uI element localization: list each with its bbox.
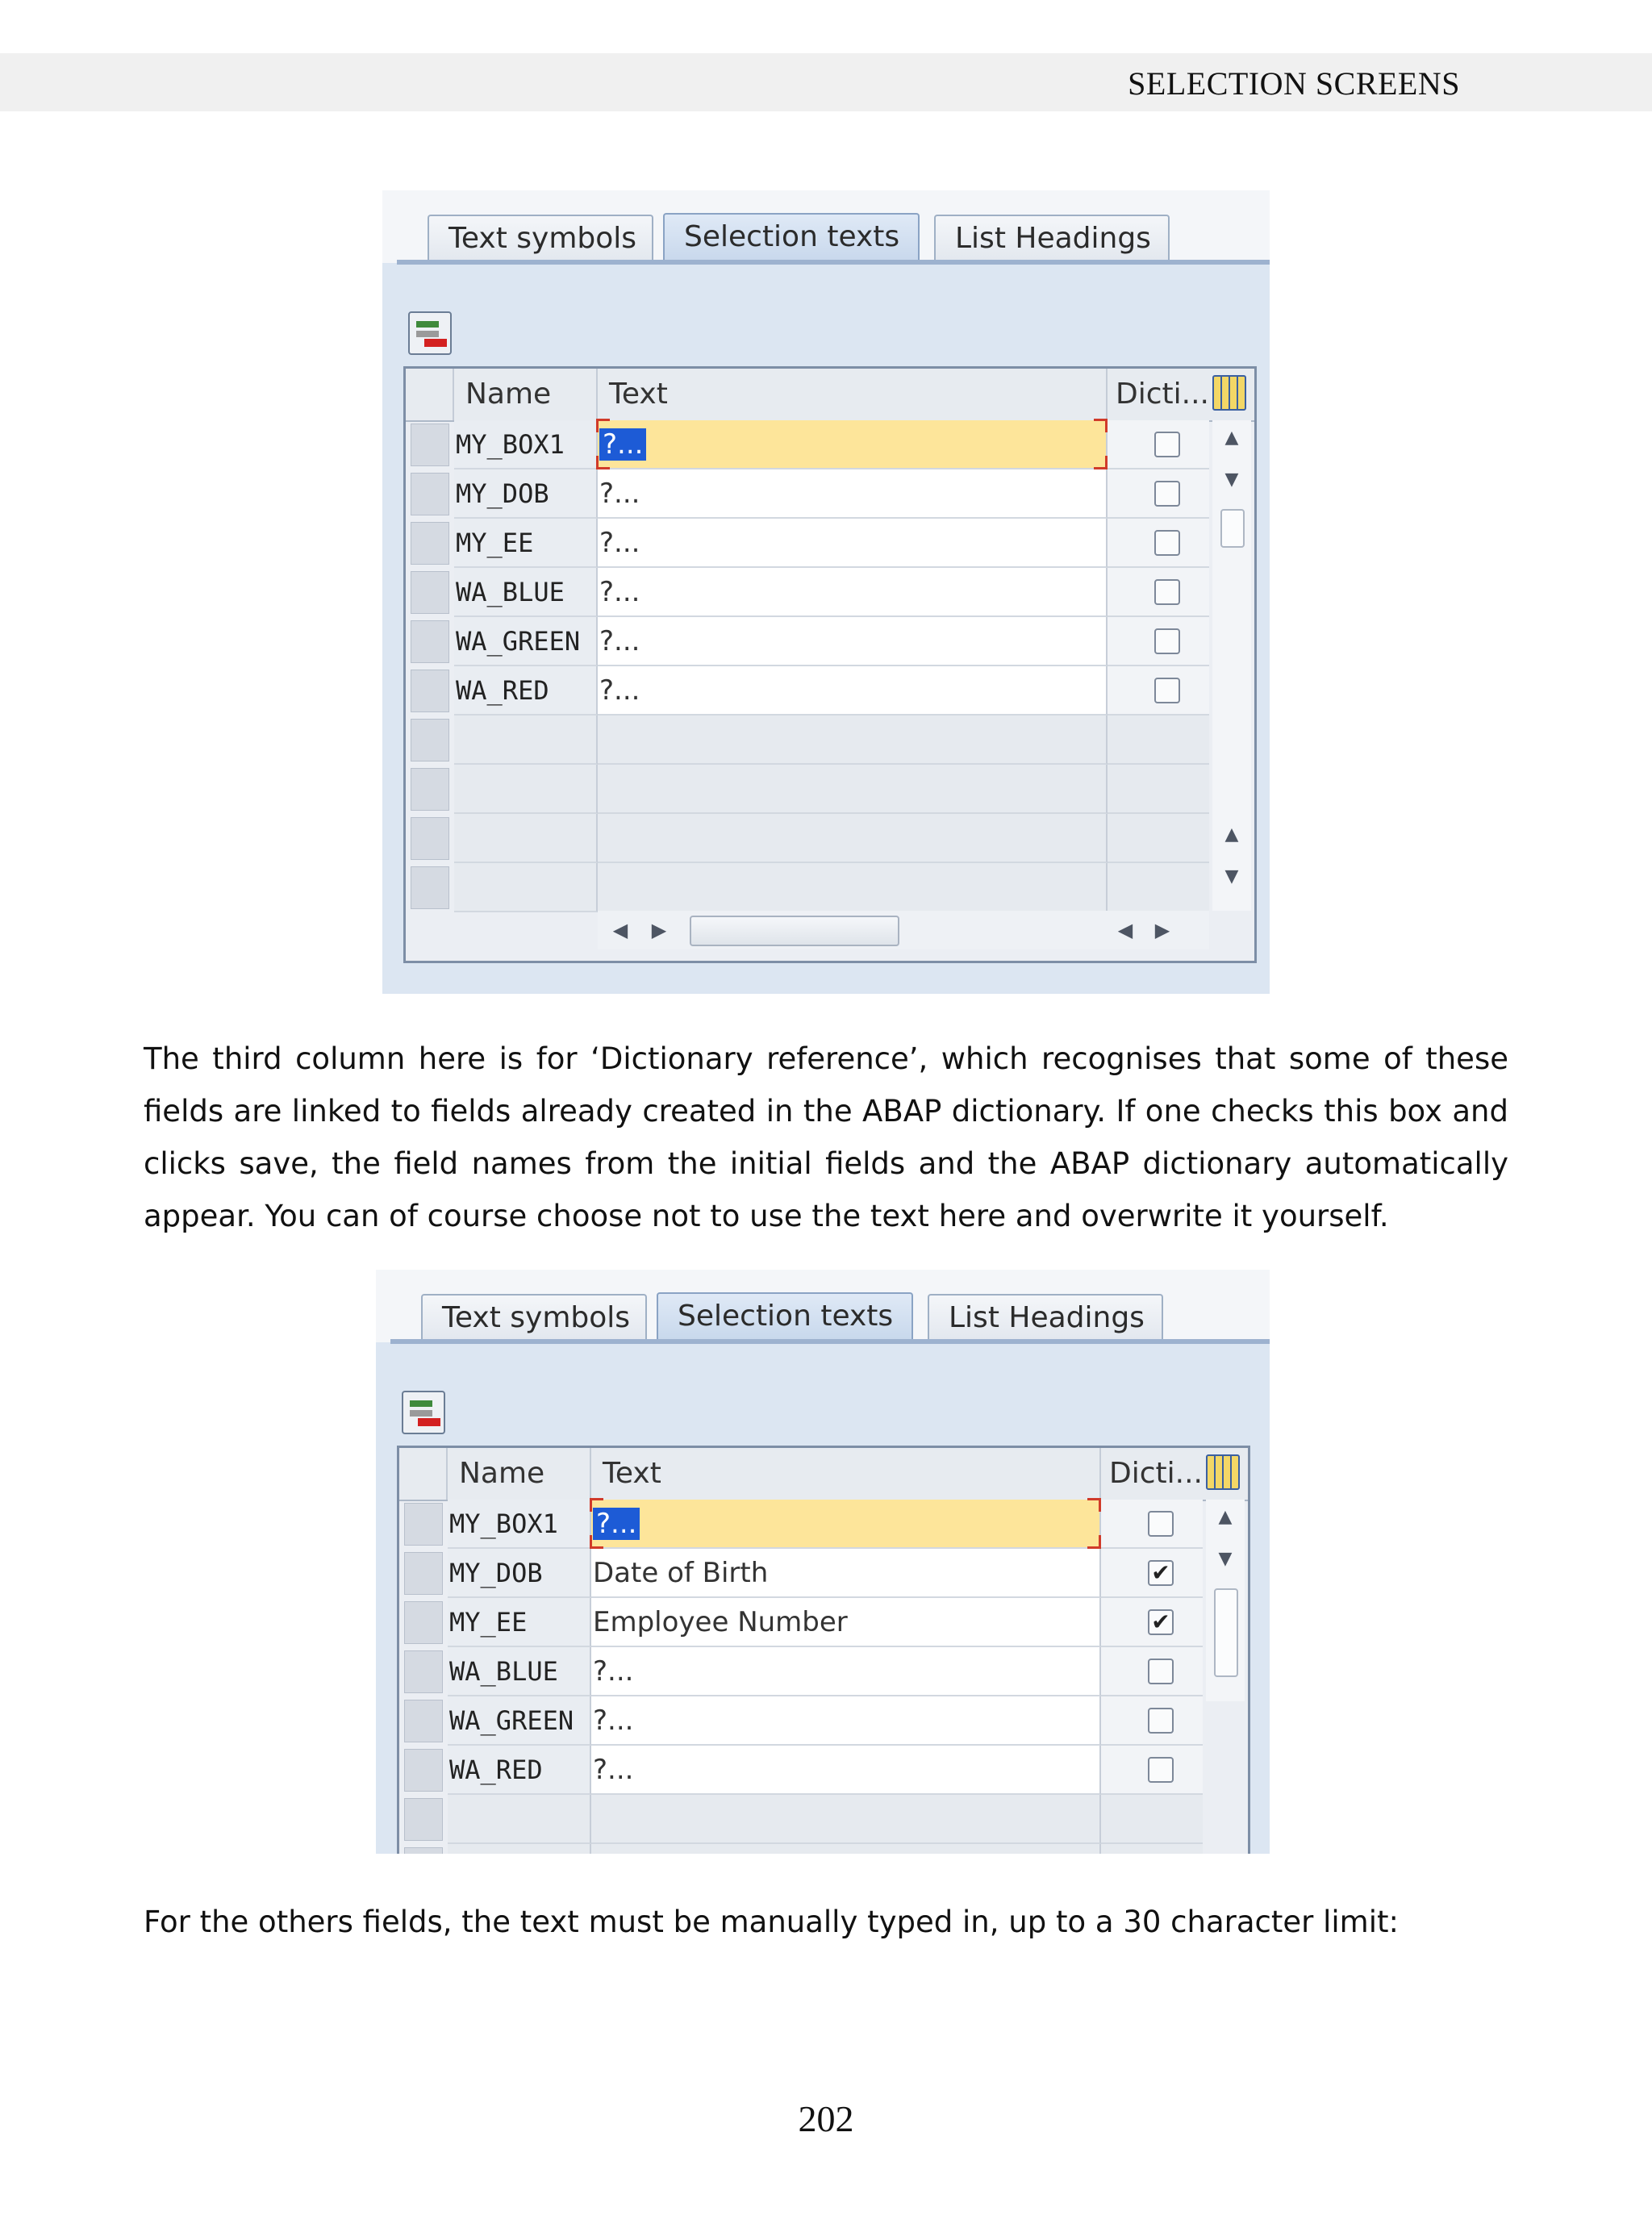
table-row <box>399 1549 1203 1598</box>
row-selector[interactable] <box>404 1650 443 1693</box>
row-selector[interactable] <box>411 719 449 762</box>
name-cell: WA_BLUE <box>448 1647 591 1696</box>
table-row <box>399 1746 1203 1795</box>
focus-corner <box>596 419 610 432</box>
tab-list-headings[interactable]: List Headings <box>928 1294 1163 1339</box>
table-row <box>406 716 1209 765</box>
name-cell <box>448 1844 591 1854</box>
dictionary-checkbox[interactable] <box>1154 481 1180 507</box>
dictionary-checkbox[interactable] <box>1148 1511 1174 1537</box>
text-input-cell[interactable] <box>591 1598 1101 1647</box>
text-value: ?... <box>593 1655 634 1688</box>
table-row <box>399 1598 1203 1647</box>
text-value: ?... <box>593 1754 634 1786</box>
toolbar-icon-stripe <box>416 331 439 337</box>
tab-underline <box>390 1339 1270 1344</box>
dictionary-cell <box>1108 863 1209 912</box>
table-row <box>399 1696 1203 1746</box>
dictionary-checkbox[interactable] <box>1148 1659 1174 1684</box>
table-row <box>406 469 1209 519</box>
body-paragraph-1: The third column here is for ‘Dictionary reference’, which recognises that some of these fields are linked to fields already created in the ABAP dictionary. If one checks this box and clicks save, the field names from the initial fields and the ABAP dictionary automatically appear. You can of course choose not to use the text here and overwrite it yourself. <box>144 1041 1508 1233</box>
focus-corner <box>1094 456 1108 469</box>
vertical-scrollbar[interactable] <box>1212 420 1251 911</box>
text-value: ?... <box>599 478 640 510</box>
name-cell <box>454 765 598 814</box>
table-row <box>406 568 1209 617</box>
row-selector-header[interactable] <box>406 369 454 420</box>
scroll-down-icon[interactable]: ▼ <box>1218 1549 1233 1569</box>
text-value: ?... <box>593 1508 640 1540</box>
focus-corner <box>1094 419 1108 432</box>
column-config-icon[interactable] <box>1206 1454 1240 1490</box>
text-value: Date of Birth <box>593 1557 769 1589</box>
scroll-thumb[interactable] <box>1214 1588 1238 1677</box>
toolbar-icon-stripe-red <box>418 1418 440 1426</box>
dictionary-cell <box>1101 1696 1203 1746</box>
table-header <box>399 1448 1248 1501</box>
selection-texts-table <box>397 1446 1250 1854</box>
text-value: ?... <box>599 674 640 707</box>
name-cell: MY_BOX1 <box>448 1500 591 1549</box>
table-row <box>406 617 1209 666</box>
text-value: ?... <box>599 625 640 657</box>
row-selector[interactable] <box>404 1798 443 1841</box>
text-input-cell[interactable] <box>598 765 1108 814</box>
table-row <box>406 420 1209 469</box>
text-input-cell[interactable] <box>598 716 1108 765</box>
table-row <box>406 863 1209 912</box>
tab-selection-texts[interactable]: Selection texts <box>657 1292 913 1341</box>
tab-strip <box>382 190 1270 263</box>
row-selector[interactable] <box>404 1601 443 1644</box>
scroll-right-icon[interactable]: ▶ <box>651 919 667 941</box>
text-input-cell[interactable] <box>598 666 1108 716</box>
text-input-cell[interactable] <box>591 1696 1101 1746</box>
column-header-text[interactable]: Text <box>598 369 1108 420</box>
dictionary-cell <box>1101 1795 1203 1844</box>
text-input-cell[interactable] <box>598 420 1108 469</box>
dictionary-cell <box>1108 716 1209 765</box>
name-cell: MY_EE <box>448 1598 591 1647</box>
horizontal-scrollbar[interactable] <box>598 911 1209 949</box>
name-cell: MY_BOX1 <box>454 420 598 469</box>
vertical-scrollbar[interactable] <box>1206 1500 1245 1701</box>
text-input-cell[interactable] <box>591 1549 1101 1598</box>
focus-corner <box>590 1535 603 1549</box>
dictionary-cell <box>1101 1549 1203 1598</box>
column-header-name[interactable]: Name <box>448 1448 591 1500</box>
row-selector[interactable] <box>411 866 449 909</box>
dictionary-cell <box>1101 1746 1203 1795</box>
toolbar-icon <box>416 321 439 328</box>
table-row <box>399 1844 1203 1854</box>
text-input-cell[interactable] <box>591 1795 1101 1844</box>
dictionary-cell <box>1101 1500 1203 1549</box>
text-value: ?... <box>599 576 640 608</box>
screenshot-selection-texts-before <box>382 190 1270 994</box>
dictionary-checkbox-checked[interactable]: ✔ <box>1148 1560 1174 1586</box>
dictionary-cell <box>1108 519 1209 568</box>
screenshot-selection-texts-after <box>376 1270 1270 1854</box>
text-input-cell[interactable] <box>591 1746 1101 1795</box>
text-input-cell[interactable] <box>591 1844 1101 1854</box>
name-cell <box>454 716 598 765</box>
dictionary-cell <box>1108 666 1209 716</box>
text-value: Employee Number <box>593 1606 848 1638</box>
toolbar-icon <box>410 1400 432 1407</box>
dictionary-checkbox[interactable] <box>1148 1708 1174 1734</box>
row-selector[interactable] <box>404 1749 443 1792</box>
focus-corner <box>1087 1498 1101 1512</box>
tab-underline <box>397 260 1270 265</box>
dictionary-cell <box>1108 420 1209 469</box>
horizontal-scroll-thumb[interactable] <box>690 916 899 946</box>
dictionary-checkbox[interactable] <box>1154 678 1180 703</box>
row-selector[interactable] <box>411 670 449 712</box>
dictionary-cell <box>1108 568 1209 617</box>
focus-corner <box>1087 1535 1101 1549</box>
running-head: SELECTION SCREENS <box>1128 65 1460 102</box>
text-input-cell[interactable] <box>598 519 1108 568</box>
name-cell <box>454 814 598 863</box>
name-cell: WA_GREEN <box>448 1696 591 1746</box>
dictionary-cell <box>1108 765 1209 814</box>
name-cell: MY_DOB <box>454 469 598 519</box>
scroll-right-icon[interactable]: ▶ <box>1154 919 1170 941</box>
tab-strip <box>376 1270 1270 1342</box>
row-selector[interactable] <box>404 1700 443 1742</box>
toolbar-icon-stripe-red <box>424 339 447 347</box>
text-input-cell[interactable] <box>598 617 1108 666</box>
column-header-dictionary[interactable]: Dicti... <box>1116 378 1209 411</box>
tab-text-symbols[interactable]: Text symbols <box>421 1294 647 1339</box>
toolbar-button[interactable] <box>408 311 452 355</box>
scroll-up-icon[interactable]: ▲ <box>1218 1507 1233 1527</box>
dictionary-cell <box>1108 617 1209 666</box>
text-input-cell[interactable] <box>591 1500 1101 1549</box>
tab-list-headings[interactable]: List Headings <box>934 215 1170 260</box>
scroll-left-icon[interactable]: ◀ <box>612 919 628 941</box>
text-input-cell[interactable] <box>598 568 1108 617</box>
row-selector[interactable] <box>411 817 449 860</box>
scroll-left-icon[interactable]: ◀ <box>1117 919 1133 941</box>
dictionary-cell <box>1108 814 1209 863</box>
text-input-cell[interactable] <box>598 814 1108 863</box>
name-cell: MY_DOB <box>448 1549 591 1598</box>
tab-text-symbols[interactable]: Text symbols <box>428 215 653 260</box>
table-row <box>399 1647 1203 1696</box>
dictionary-cell <box>1101 1598 1203 1647</box>
dictionary-checkbox[interactable] <box>1148 1757 1174 1783</box>
row-selector[interactable] <box>411 620 449 663</box>
column-header-dictionary[interactable]: Dicti... <box>1109 1457 1203 1490</box>
column-header-text[interactable]: Text <box>591 1448 1101 1500</box>
dictionary-cell <box>1101 1844 1203 1854</box>
table-row <box>406 814 1209 863</box>
table-row <box>406 666 1209 716</box>
table-header <box>406 369 1254 422</box>
row-selector[interactable] <box>411 473 449 515</box>
row-selector[interactable] <box>404 1552 443 1595</box>
row-selector[interactable] <box>404 1503 443 1546</box>
toolbar-icon-stripe <box>410 1410 432 1417</box>
name-cell: WA_GREEN <box>454 617 598 666</box>
column-header-name[interactable]: Name <box>454 369 598 420</box>
name-cell <box>448 1795 591 1844</box>
table-row <box>406 765 1209 814</box>
text-value: ?... <box>599 428 646 461</box>
row-selector[interactable] <box>411 522 449 565</box>
table-row <box>399 1795 1203 1844</box>
row-selector-header[interactable] <box>399 1448 448 1500</box>
name-cell: WA_RED <box>454 666 598 716</box>
focus-corner <box>590 1498 603 1512</box>
table-row <box>399 1500 1203 1549</box>
scroll-down-icon[interactable]: ▼ <box>1224 469 1239 490</box>
row-selector[interactable] <box>404 1847 443 1854</box>
focus-corner <box>596 456 610 469</box>
column-config-icon[interactable] <box>1212 375 1246 411</box>
text-input-cell[interactable] <box>598 863 1108 912</box>
body-paragraph-2: For the others fields, the text must be manually typed in, up to a 30 character limit: <box>144 1905 1399 1939</box>
name-cell: WA_BLUE <box>454 568 598 617</box>
dictionary-cell <box>1101 1647 1203 1696</box>
dictionary-checkbox[interactable] <box>1154 628 1180 654</box>
dictionary-checkbox[interactable] <box>1154 432 1180 457</box>
name-cell <box>454 863 598 912</box>
scroll-up-icon[interactable]: ▲ <box>1224 428 1239 448</box>
table-row <box>406 519 1209 568</box>
dictionary-checkbox[interactable] <box>1154 530 1180 556</box>
scroll-page-down-icon[interactable]: ▼ <box>1224 866 1239 887</box>
dictionary-checkbox-checked[interactable]: ✔ <box>1148 1609 1174 1635</box>
dictionary-checkbox[interactable] <box>1154 579 1180 605</box>
scroll-page-up-icon[interactable]: ▲ <box>1224 824 1239 845</box>
dictionary-cell <box>1108 469 1209 519</box>
selection-texts-table <box>403 366 1257 963</box>
row-selector[interactable] <box>411 571 449 614</box>
tab-selection-texts[interactable]: Selection texts <box>663 213 920 261</box>
text-value: ?... <box>593 1705 634 1737</box>
name-cell: WA_RED <box>448 1746 591 1795</box>
name-cell: MY_EE <box>454 519 598 568</box>
scroll-thumb[interactable] <box>1220 509 1245 548</box>
text-input-cell[interactable] <box>591 1647 1101 1696</box>
page-number: 202 <box>798 2098 854 2139</box>
row-selector[interactable] <box>411 424 449 466</box>
text-value: ?... <box>599 527 640 559</box>
row-selector[interactable] <box>411 768 449 811</box>
text-input-cell[interactable] <box>598 469 1108 519</box>
toolbar-button[interactable] <box>402 1391 445 1434</box>
